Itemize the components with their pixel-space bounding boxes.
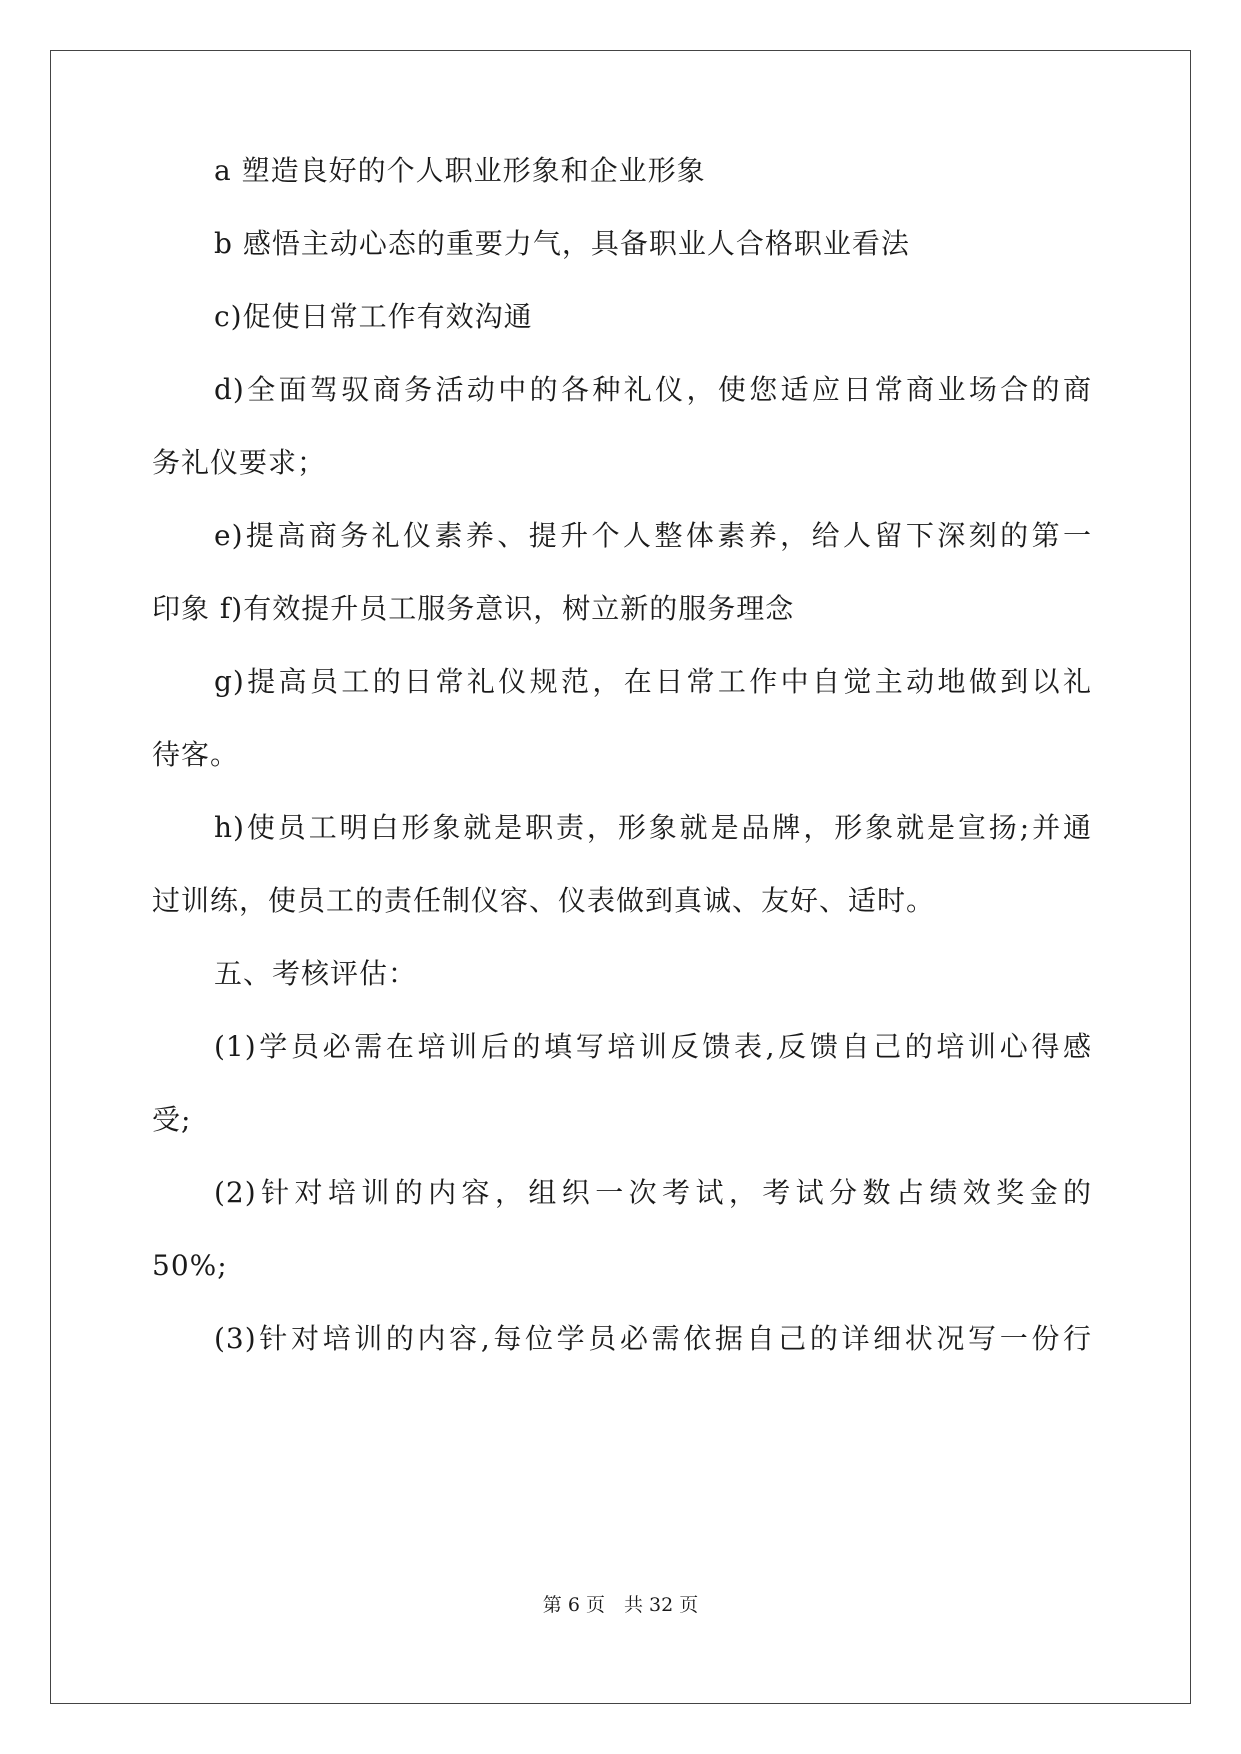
page-border — [50, 50, 1191, 1704]
text-line: 务礼仪要求； — [152, 446, 327, 479]
text-line: 50%; — [152, 1249, 228, 1282]
text-line: h)使员工明白形象就是职责，形象就是品牌，形象就是宣扬;并通 — [214, 811, 1092, 844]
text-line: c)促使日常工作有效沟通 — [214, 300, 533, 333]
text-line: (2)针对培训的内容，组织一次考试，考试分数占绩效奖金的 — [214, 1176, 1092, 1209]
text-line: 待客。 — [152, 738, 240, 771]
text-line: b 感悟主动心态的重要力气，具备职业人合格职业看法 — [214, 227, 910, 260]
text-line: (1)学员必需在培训后的填写培训反馈表,反馈自己的培训心得感 — [214, 1030, 1092, 1063]
text-line: 过训练，使员工的责任制仪容、仪表做到真诚、友好、适时。 — [152, 884, 936, 917]
text-line: e)提高商务礼仪素养、提升个人整体素养，给人留下深刻的第一 — [214, 519, 1092, 552]
section-heading: 五、考核评估： — [214, 957, 418, 990]
text-line: a 塑造良好的个人职业形象和企业形象 — [214, 154, 706, 187]
text-line: d)全面驾驭商务活动中的各种礼仪，使您适应日常商业场合的商 — [214, 373, 1092, 406]
text-line: 印象 f)有效提升员工服务意识，树立新的服务理念 — [152, 592, 795, 625]
page-number: 第 6 页 共 32 页 — [542, 1594, 699, 1616]
text-line: (3)针对培训的内容,每位学员必需依据自己的详细状况写一份行 — [214, 1322, 1092, 1355]
text-line: 受; — [152, 1103, 192, 1136]
text-line: g)提高员工的日常礼仪规范，在日常工作中自觉主动地做到以礼 — [214, 665, 1092, 698]
